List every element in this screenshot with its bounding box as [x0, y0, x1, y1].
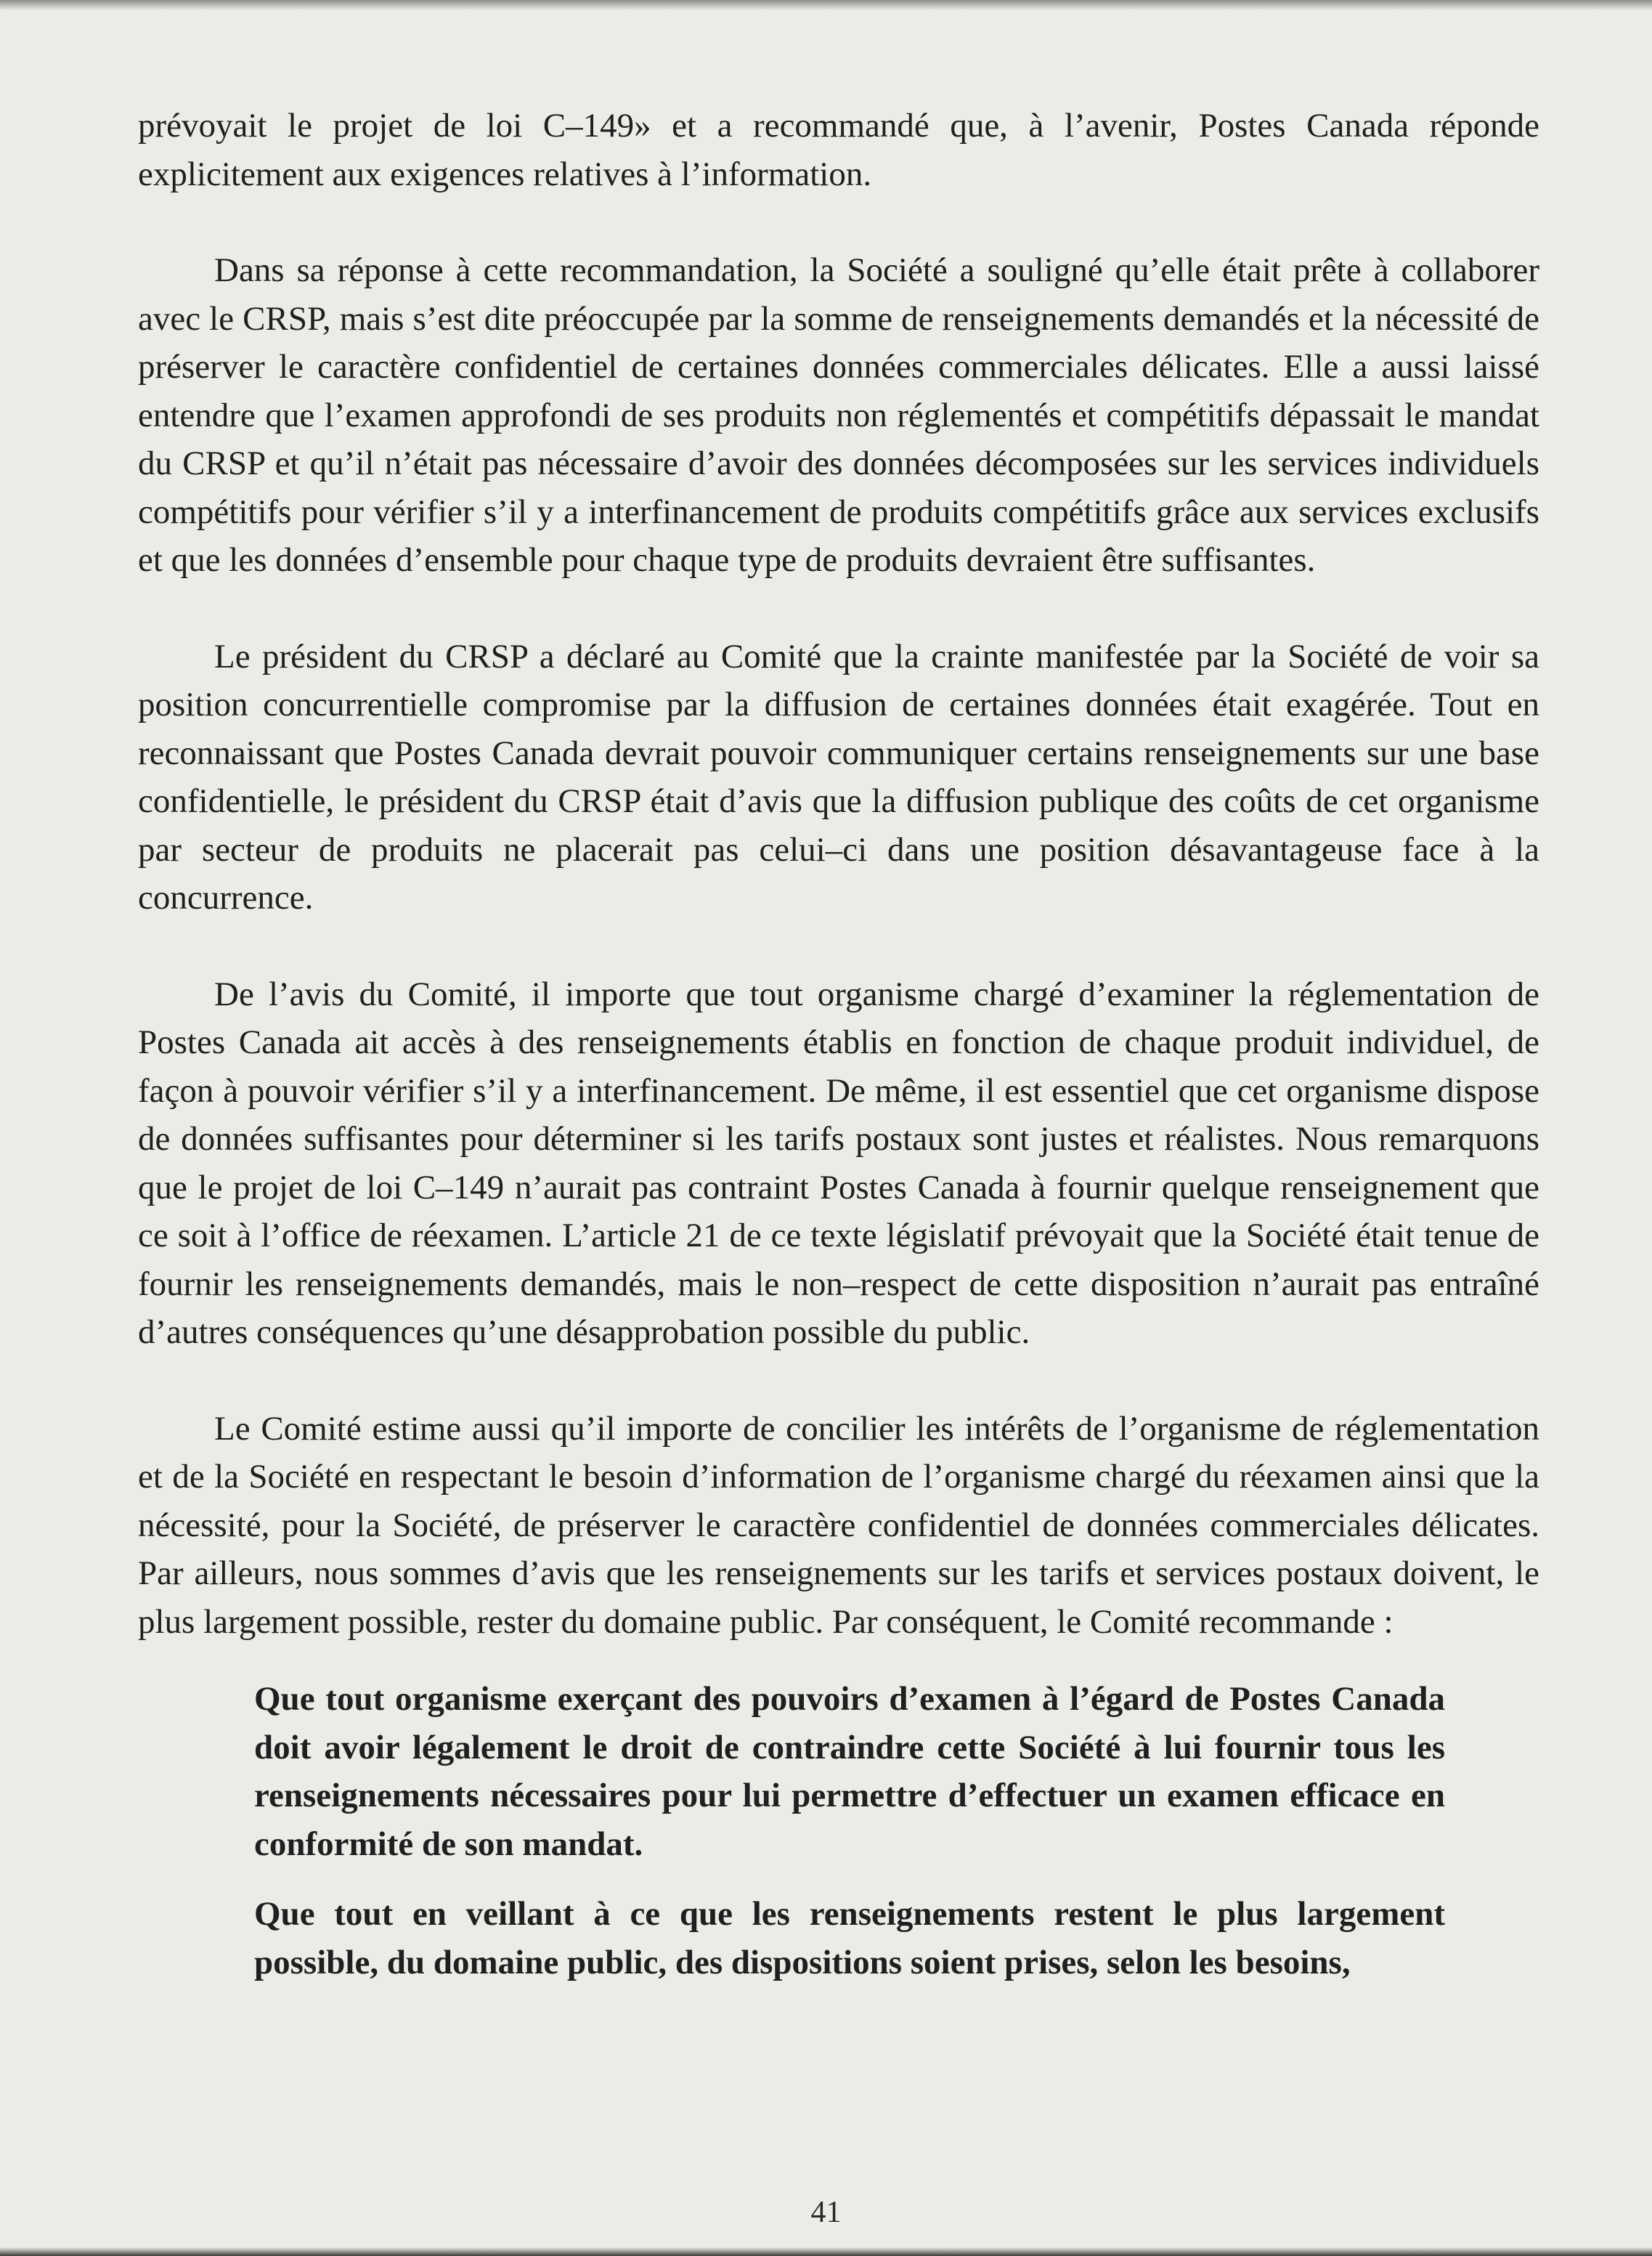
page-number: 41 [810, 2196, 842, 2229]
recommendation-1: Que tout organisme exerçant des pouvoirs d’examen à l’égard de Postes Canada doit avoir légalement le droit de contraindre cette Société à lui fournir tous les renseignements nécessaires pour lui permettre d’effectuer un examen efficace en conformité de son mandat. [254, 1680, 1445, 1863]
page-body [138, 102, 1539, 2008]
paragraph-societe-response: Dans sa réponse à cette recommandation, la Société a souligné qu’elle était prête à collaborer avec le CRSP, mais s’est dite préoccupée par la somme de renseignements demandés et la nécessité de préserver le caractère confidentiel de certaines données commerciales délicates. Elle a aussi laissé entendre que l’examen approfondi de ses produits non réglementés et compétitifs dépassait le mandat du CRSP et qu’il n’était pas nécessaire d’avoir des données décomposées sur les services individuels compétitifs pour vérifier s’il y a interfinancement de produits compétitifs grâce aux services exclusifs et que les données d’ensemble pour chaque type de produits devraient être suffisantes. [138, 251, 1539, 579]
page-bottom-edge [0, 2247, 1652, 2256]
recommendation-2: Que tout en veillant à ce que les renseignements restent le plus largement possible, du domaine public, des dispositions soient prises, selon les besoins, [254, 1895, 1445, 1981]
paragraph-continuation: prévoyait le projet de loi C–149» et a recommandé que, à l’avenir, Postes Canada réponde explicitement aux exigences relatives à l’information. [138, 107, 1539, 193]
paragraph-president-crsp: Le président du CRSP a déclaré au Comité que la crainte manifestée par la Société de voir sa position concurrentielle compromise par la diffusion de certaines données était exagérée. Tout en reconnaissant que Postes Canada devrait pouvoir communiquer certains renseignements sur une base confidentielle, le président du CRSP était d’avis que la diffusion publique des coûts de cet organisme par secteur de produits ne placerait pas celui–ci dans une position désavantageuse face à la concurrence. [138, 637, 1539, 917]
page-top-edge [0, 0, 1652, 10]
paragraph-comite-avis: De l’avis du Comité, il importe que tout organisme chargé d’examiner la réglementation de Postes Canada ait accès à des renseignements établis en fonction de chaque produit individuel, de façon à pouvoir vérifier s’il y a interfinancement. De même, il est essentiel que cet organisme dispose de données suffisantes pour déterminer si les tarifs postaux sont justes et réalistes. Nous remarquons que le projet de loi C–149 n’aurait pas contraint Postes Canada à fournir quelque renseignement que ce soit à l’office de réexamen. L’article 21 de ce texte législatif prévoyait que la Société était tenue de fournir les renseignements demandés, mais le non–respect de cette disposition n’aurait pas entraîné d’autres conséquences qu’une désapprobation possible du public. [138, 975, 1539, 1351]
paragraph-comite-estime: Le Comité estime aussi qu’il importe de concilier les intérêts de l’organisme de réglementation et de la Société en respectant le besoin d’information de l’organisme chargé du réexamen ainsi que la nécessité, pour la Société, de préserver le caractère confidentiel de données commerciales délicates. Par ailleurs, nous sommes d’avis que les renseignements sur les tarifs et services postaux doivent, le plus largement possible, rester du domaine public. Par conséquent, le Comité recommande : [138, 1409, 1539, 1641]
